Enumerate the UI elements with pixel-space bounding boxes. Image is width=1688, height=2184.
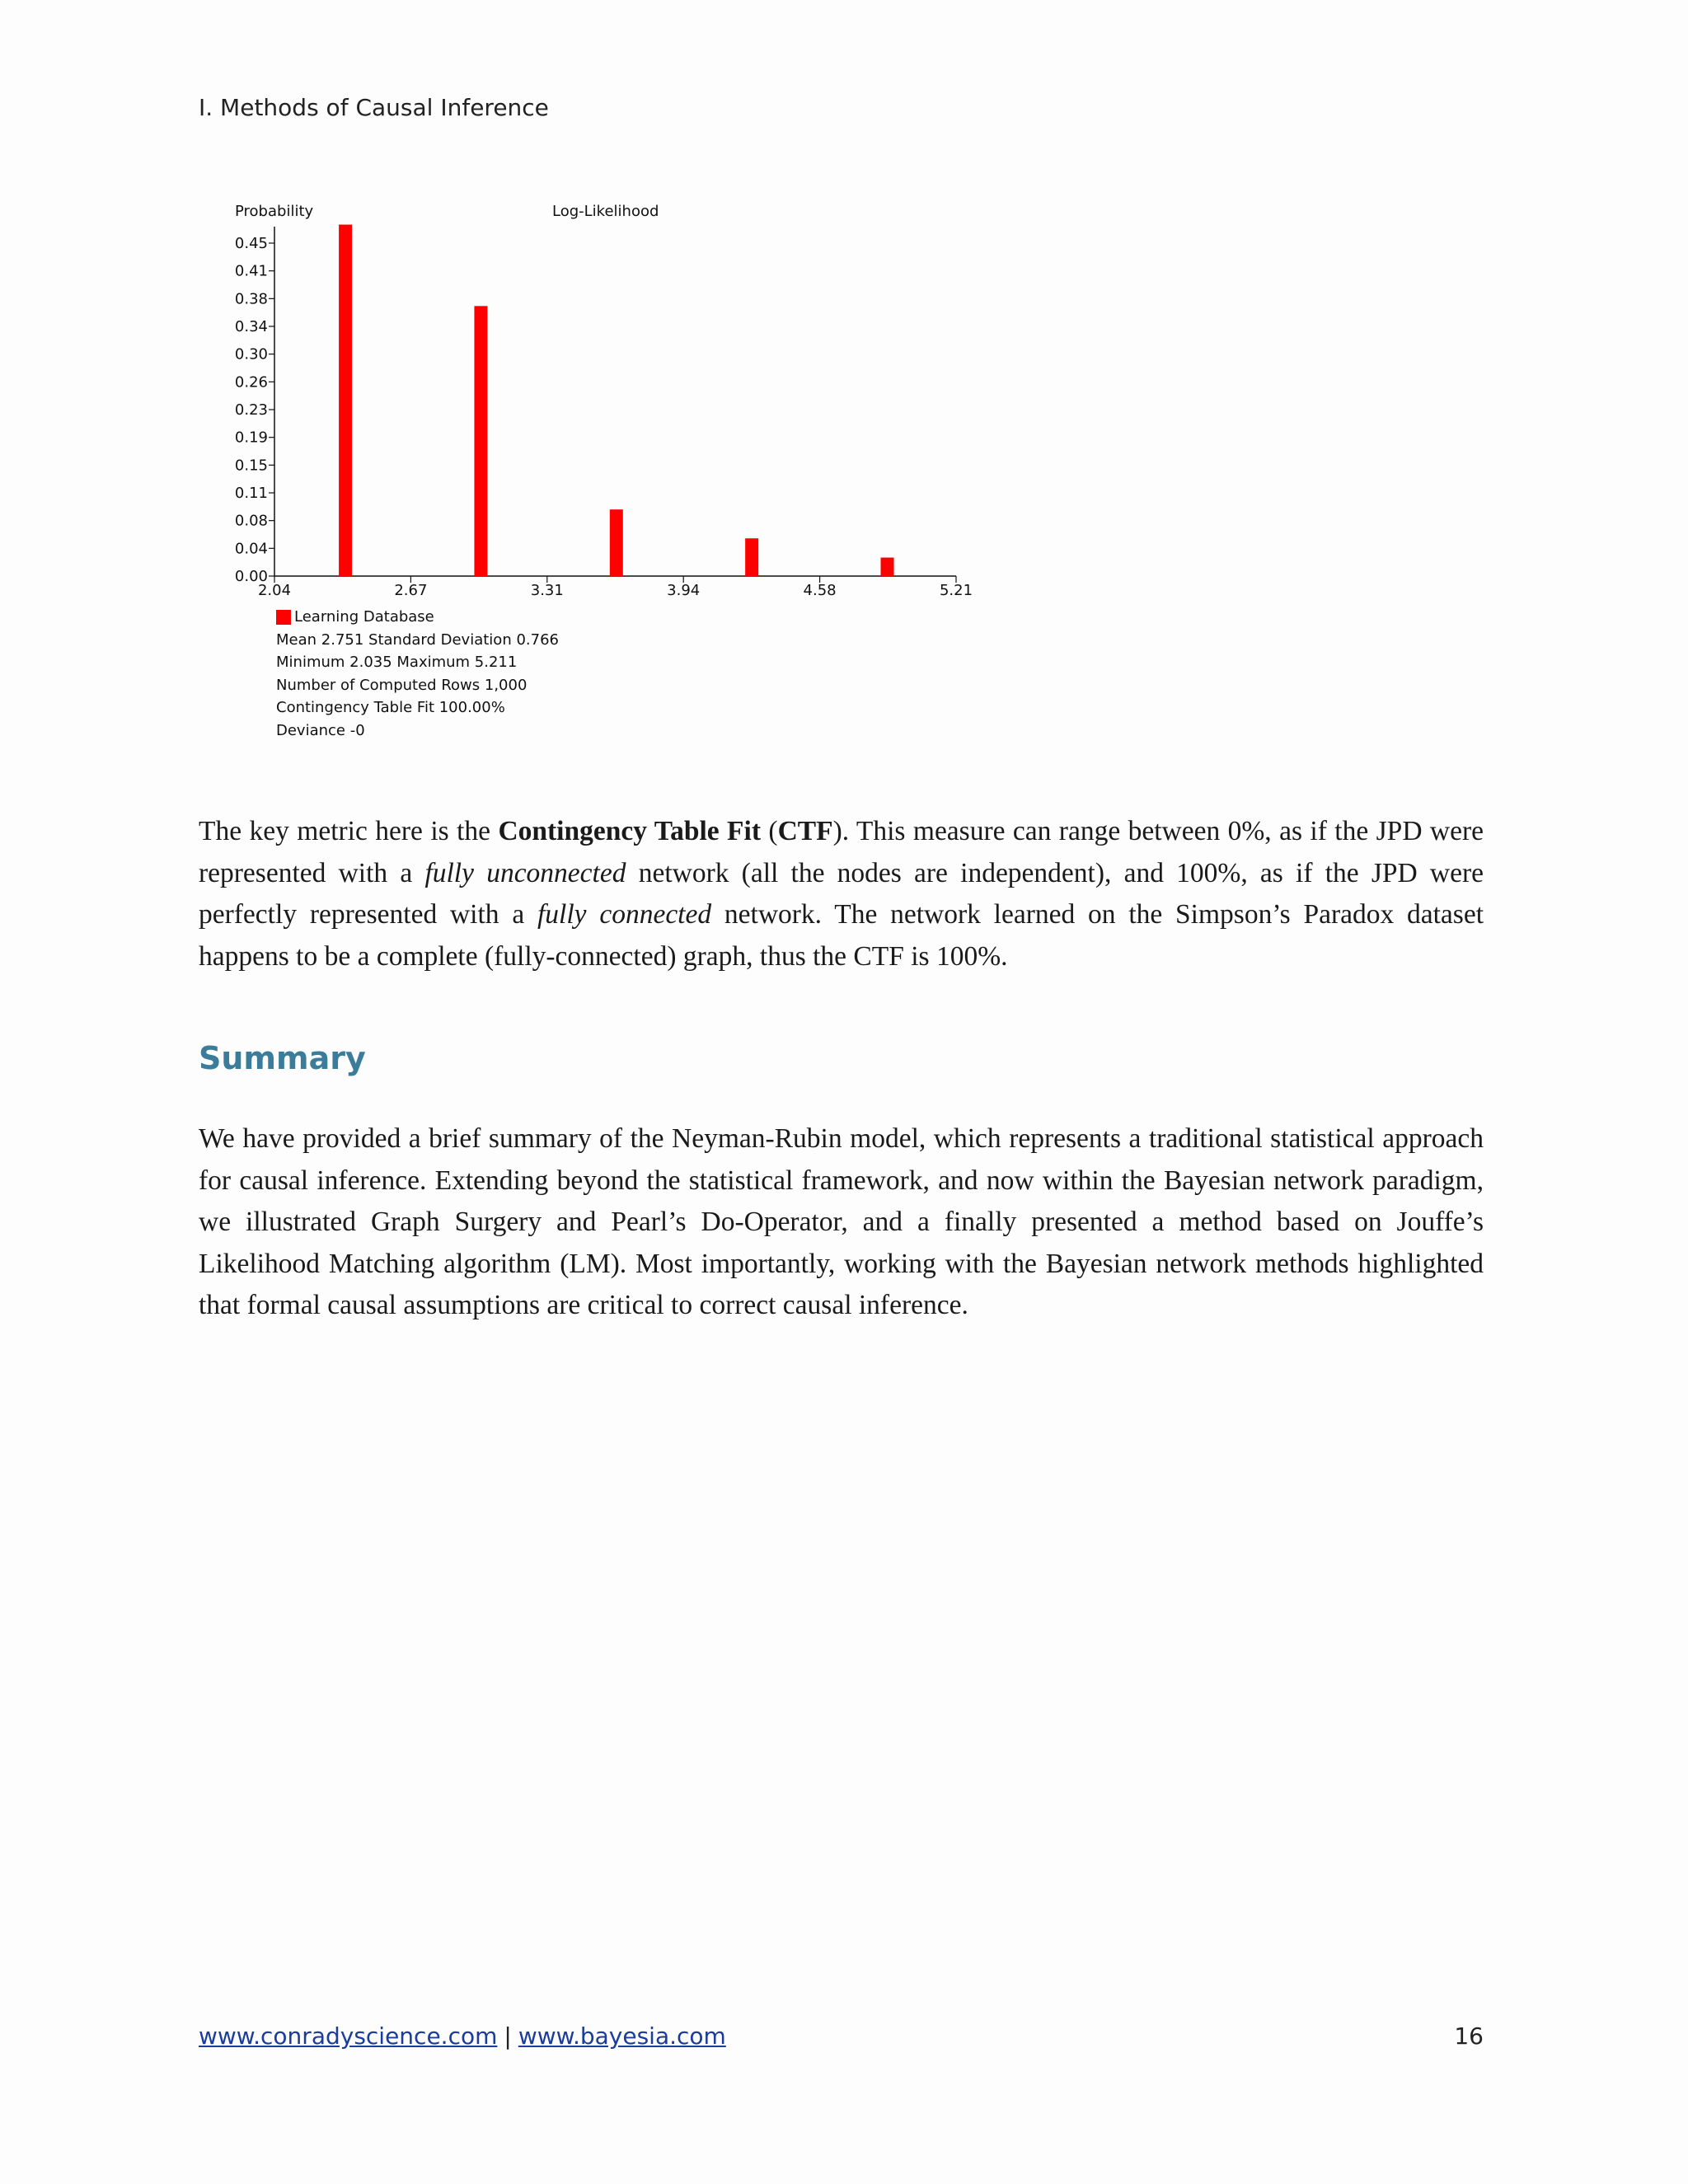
y-tick-label: 0.45 — [234, 235, 268, 252]
y-tick-label: 0.34 — [234, 318, 268, 335]
bar — [881, 558, 894, 576]
ctf-paragraph — [199, 811, 1484, 977]
para1-text-5: network. The network learned on the Simpson’s Paradox dataset happens to be a complete (fully-connected) graph, thus the CTF is 100%. — [199, 899, 1484, 972]
ctf-abbrev: CTF — [777, 816, 833, 846]
footer-separator: | — [504, 2022, 512, 2050]
para1-text-3: ). This measure can range between 0%, as if the JPD were represented with a — [199, 816, 1484, 888]
summary-paragraph: We have provided a brief summary of the Neyman-Rubin model, which represents a traditional statistical approach for causal inference. Extending beyond the statistical framework, and now within the Bayesian network paradigm, we illustrated Graph Surgery and Pearl’s Do-Operator, and a finally presented a method based on Jouffe’s Likelihood Matching algorithm (LM). Most importantly, working with the Bayesian network methods highlighted that formal causal assumptions are critical to correct causal inference. — [199, 1123, 1484, 1320]
y-tick-label: 0.19 — [234, 429, 268, 447]
para1-text-2: ( — [760, 816, 778, 846]
y-tick-label: 0.41 — [234, 262, 268, 280]
y-tick-label: 0.15 — [234, 457, 268, 475]
y-tick-label: 0.11 — [234, 485, 268, 502]
fully-connected-term: fully connected — [537, 899, 712, 930]
conradyscience-link[interactable]: www.conradyscience.com — [199, 2022, 498, 2050]
legend-label: Learning Database — [294, 608, 434, 626]
y-tick-label: 0.23 — [234, 401, 268, 419]
stat-min-max: Minimum 2.035 Maximum 5.211 — [276, 654, 518, 671]
stat-mean-sd: Mean 2.751 Standard Deviation 0.766 — [276, 630, 559, 649]
y-tick-label: 0.08 — [234, 512, 268, 530]
x-tick-label: 2.67 — [394, 582, 428, 599]
summary-heading: Summary — [199, 1040, 366, 1076]
running-head: I. Methods of Causal Inference — [199, 94, 549, 121]
x-tick-label: 3.94 — [667, 582, 701, 599]
x-tick-label: 3.31 — [530, 582, 564, 599]
y-tick-label: 0.26 — [234, 373, 268, 391]
bar — [474, 306, 487, 576]
page-number: 16 — [1454, 2022, 1484, 2050]
bars — [339, 225, 893, 576]
legend — [276, 606, 559, 629]
bar — [610, 509, 623, 576]
stat-deviance: Deviance -0 — [276, 721, 365, 739]
bar — [339, 225, 352, 576]
fully-unconnected-term: fully unconnected — [424, 857, 626, 888]
y-tick-label: 0.30 — [234, 345, 268, 363]
x-tick-label: 5.21 — [939, 582, 973, 599]
footer — [199, 2022, 1484, 2050]
y-tick-label: 0.04 — [234, 540, 268, 558]
x-tick-label: 2.04 — [257, 582, 292, 599]
chart-svg — [223, 194, 1047, 606]
para1-text-4: network (all the nodes are independent), and 100%, as if the JPD were perfectly represented with a — [199, 857, 1484, 930]
bar — [745, 538, 758, 576]
bayesia-link[interactable]: www.bayesia.com — [518, 2022, 726, 2050]
log-likelihood-chart — [223, 194, 1047, 771]
stat-ctf: Contingency Table Fit 100.00% — [276, 699, 505, 716]
chart-title: Log-Likelihood — [552, 203, 659, 220]
y-tick-label: 0.00 — [234, 568, 268, 585]
stat-rows: Number of Computed Rows 1,000 — [276, 676, 528, 694]
y-tick-label: 0.38 — [234, 290, 268, 308]
chart-stats — [276, 606, 559, 742]
legend-swatch — [276, 610, 291, 625]
y-axis-label: Probability — [235, 203, 314, 220]
ctf-term: Contingency Table Fit — [498, 816, 761, 846]
para1-text-1: The key metric here is the — [199, 816, 499, 846]
x-tick-label: 4.58 — [803, 582, 837, 599]
